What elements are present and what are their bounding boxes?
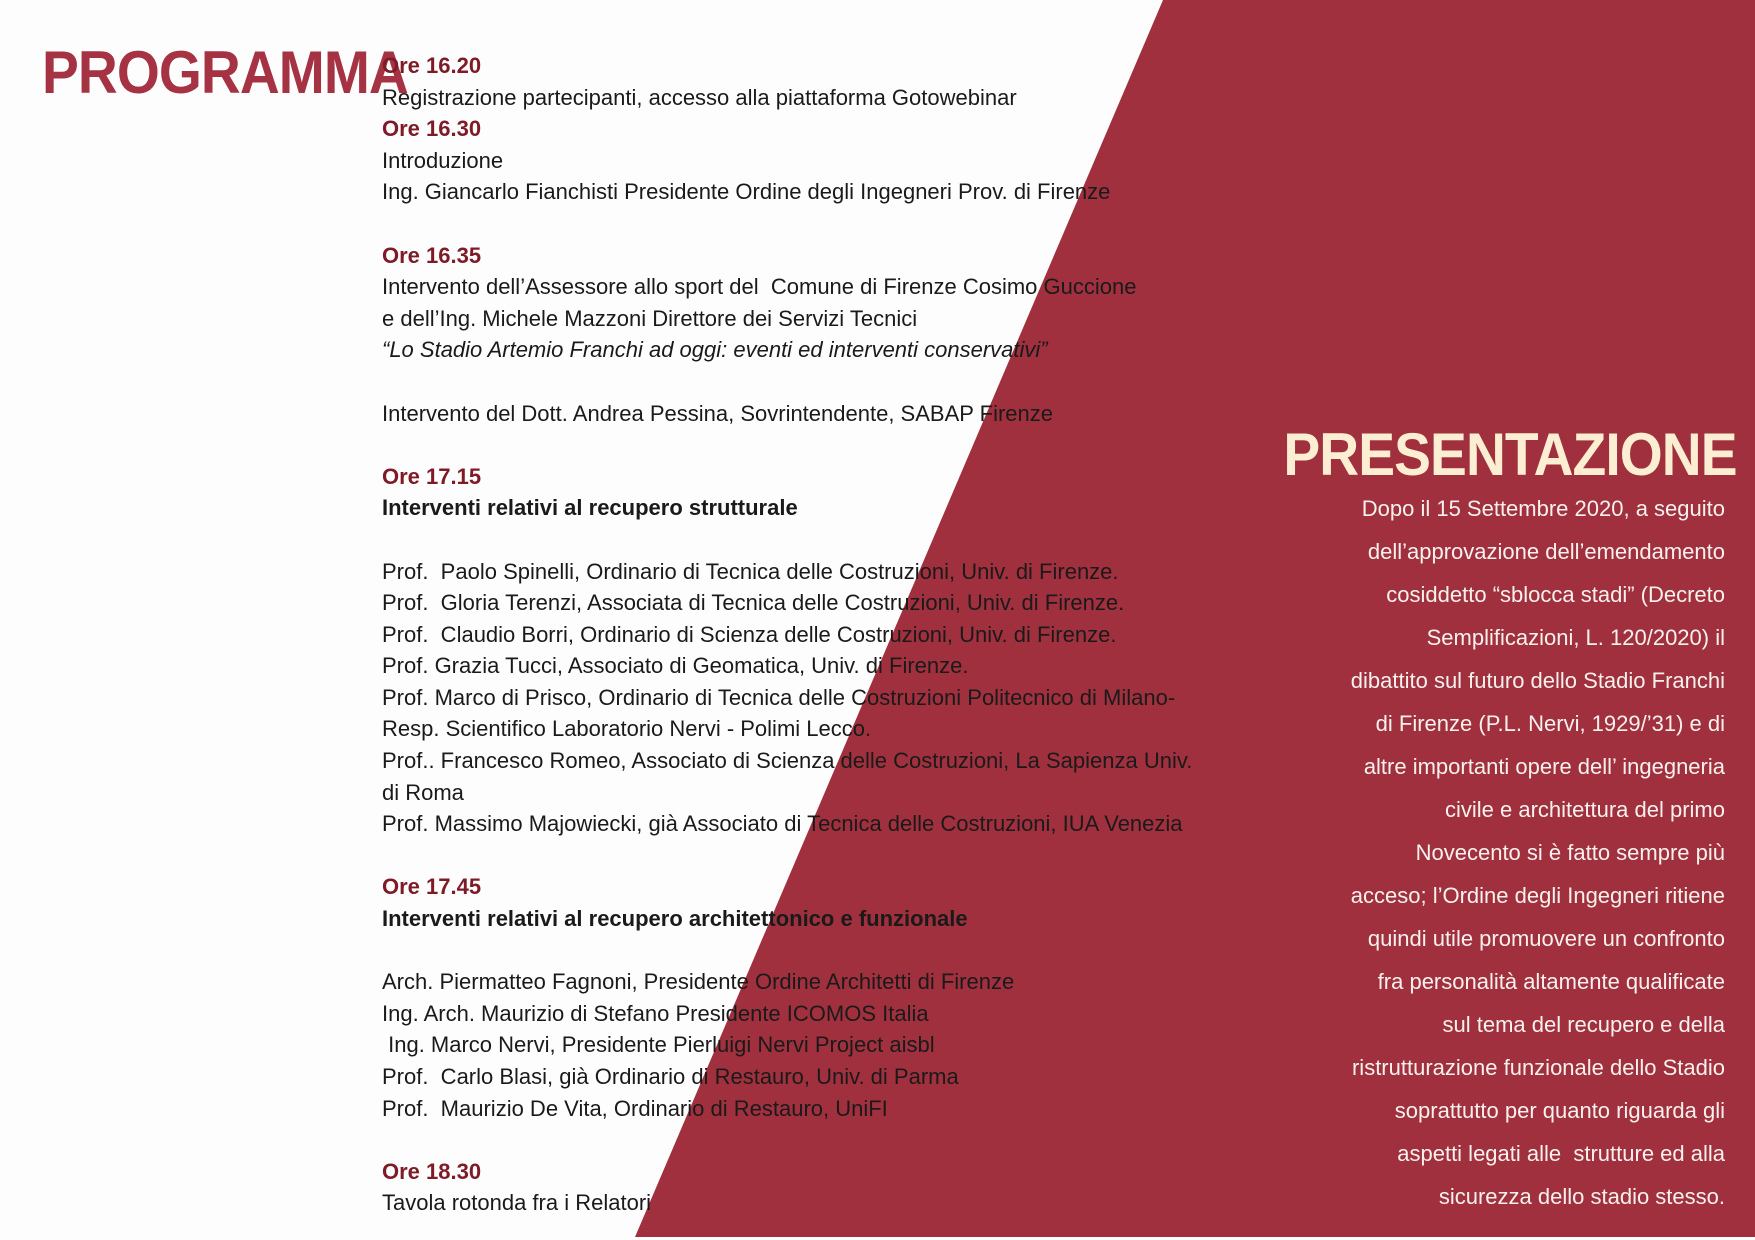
spacer [382,524,1312,556]
presentation-line: fra personalità altamente qualificate [1377,969,1725,994]
section-heading: Interventi relativi al recupero strutturale [382,495,798,521]
time-label: Ore 17.15 [382,463,482,489]
presentation-line: sul tema del recupero e della [1442,1012,1725,1037]
speaker-line: Prof. Gloria Terenzi, Associata di Tecnica delle Costruzioni, Univ. di Firenze. [382,590,1125,616]
presentation-line: acceso; l’Ordine degli Ingegneri ritiene [1350,883,1725,908]
program-line: Intervento dell’Assessore allo sport del Comune di Firenze Cosimo Guccione [382,274,1137,300]
speaker-line: Arch. Piermatteo Fagnoni, Presidente Ordine Architetti di Firenze [382,969,1015,995]
time-label: Ore 16.35 [382,242,482,268]
section-heading: Interventi relativi al recupero architettonico e funzionale [382,906,968,932]
presentation-line: ristrutturazione funzionale dello Stadio [1351,1055,1725,1080]
speaker-line: Prof. Grazia Tucci, Associato di Geomatica, Univ. di Firenze. [382,653,969,679]
programma-title: PROGRAMMA [42,39,408,106]
program-line: Intervento del Dott. Andrea Pessina, Sovrintendente, SABAP Firenze [382,400,1053,426]
speaker-line: Prof. Paolo Spinelli, Ordinario di Tecnica delle Costruzioni, Univ. di Firenze. [382,558,1119,584]
program-line: Tavola rotonda fra i Relatori [382,1190,652,1216]
spacer [382,208,1312,240]
program-line: Introduzione [382,147,504,173]
time-label: Ore 16.20 [382,53,482,78]
talk-title: “Lo Stadio Artemio Franchi ad oggi: eventi ed interventi conservativi” [382,337,1048,363]
program-line: Ing. Giancarlo Fianchisti Presidente Ordine degli Ingegneri Prov. di Firenze [382,179,1111,205]
speaker-line: Ing. Arch. Maurizio di Stefano Presidente ICOMOS Italia [382,1000,929,1026]
program-line: Registrazione partecipanti, accesso alla piattaforma Gotowebinar [382,84,1017,110]
presentation-line: sicurezza dello stadio stesso. [1438,1184,1725,1209]
presentation-line: dell’approvazione dell’emendamento [1367,539,1725,564]
time-label: Ore 16.30 [382,116,482,142]
speaker-line: Prof. Claudio Borri, Ordinario di Scienza delle Costruzioni, Univ. di Firenze. [382,621,1117,647]
presentation-line: Semplificazioni, L. 120/2020) il [1426,625,1725,650]
speaker-line: Prof. Maurizio De Vita, Ordinario di Restauro, UniFI [382,1095,888,1121]
presentation-line: quindi utile promuovere un confronto [1367,926,1725,951]
speaker-line: Prof. Marco di Prisco, Ordinario di Tecnica delle Costruzioni Politecnico di Milano- [382,684,1176,710]
presentation-line: Dopo il 15 Settembre 2020, a seguito [1361,496,1725,521]
presentation-line: soprattutto per quanto riguarda gli [1394,1098,1725,1123]
presentation-line: Novecento si è fatto sempre più [1415,840,1725,865]
spacer [382,935,1312,967]
program-schedule [382,50,1312,1219]
speaker-line: Prof. Carlo Blasi, già Ordinario di Restauro, Univ. di Parma [382,1064,959,1089]
speaker-line: Prof. Massimo Majowiecki, già Associato di Tecnica delle Costruzioni, IUA Venezia [382,811,1183,837]
presentazione-title: PRESENTAZIONE [1283,421,1737,488]
presentation-line: civile e architettura del primo [1444,797,1725,822]
speaker-line: Ing. Marco Nervi, Presidente Pierluigi Nervi Project aisbl [382,1032,935,1058]
presentation-line: aspetti legati alle strutture ed alla [1397,1141,1725,1166]
presentazione-text [1255,487,1725,1218]
presentation-line: di Firenze (P.L. Nervi, 1929/’31) e di [1375,711,1725,736]
speaker-line: Prof.. Francesco Romeo, Associato di Scienza delle Costruzioni, La Sapienza Univ. [382,748,1193,774]
program-line: e dell’Ing. Michele Mazzoni Direttore dei Servizi Tecnici [382,305,918,331]
speaker-line: Resp. Scientifico Laboratorio Nervi - Polimi Lecco. [382,716,872,742]
spacer [382,429,1312,461]
spacer [382,1124,1312,1156]
presentation-line: dibattito sul futuro dello Stadio Franchi [1350,668,1725,693]
presentation-line: cosiddetto “sblocca stadi” (Decreto [1386,582,1725,607]
time-label: Ore 18.30 [382,1158,482,1184]
presentation-line: altre importanti opere dell’ ingegneria [1363,754,1725,779]
speaker-line: di Roma [382,779,464,805]
time-label: Ore 17.45 [382,874,482,900]
spacer [382,840,1312,872]
spacer [382,366,1312,398]
